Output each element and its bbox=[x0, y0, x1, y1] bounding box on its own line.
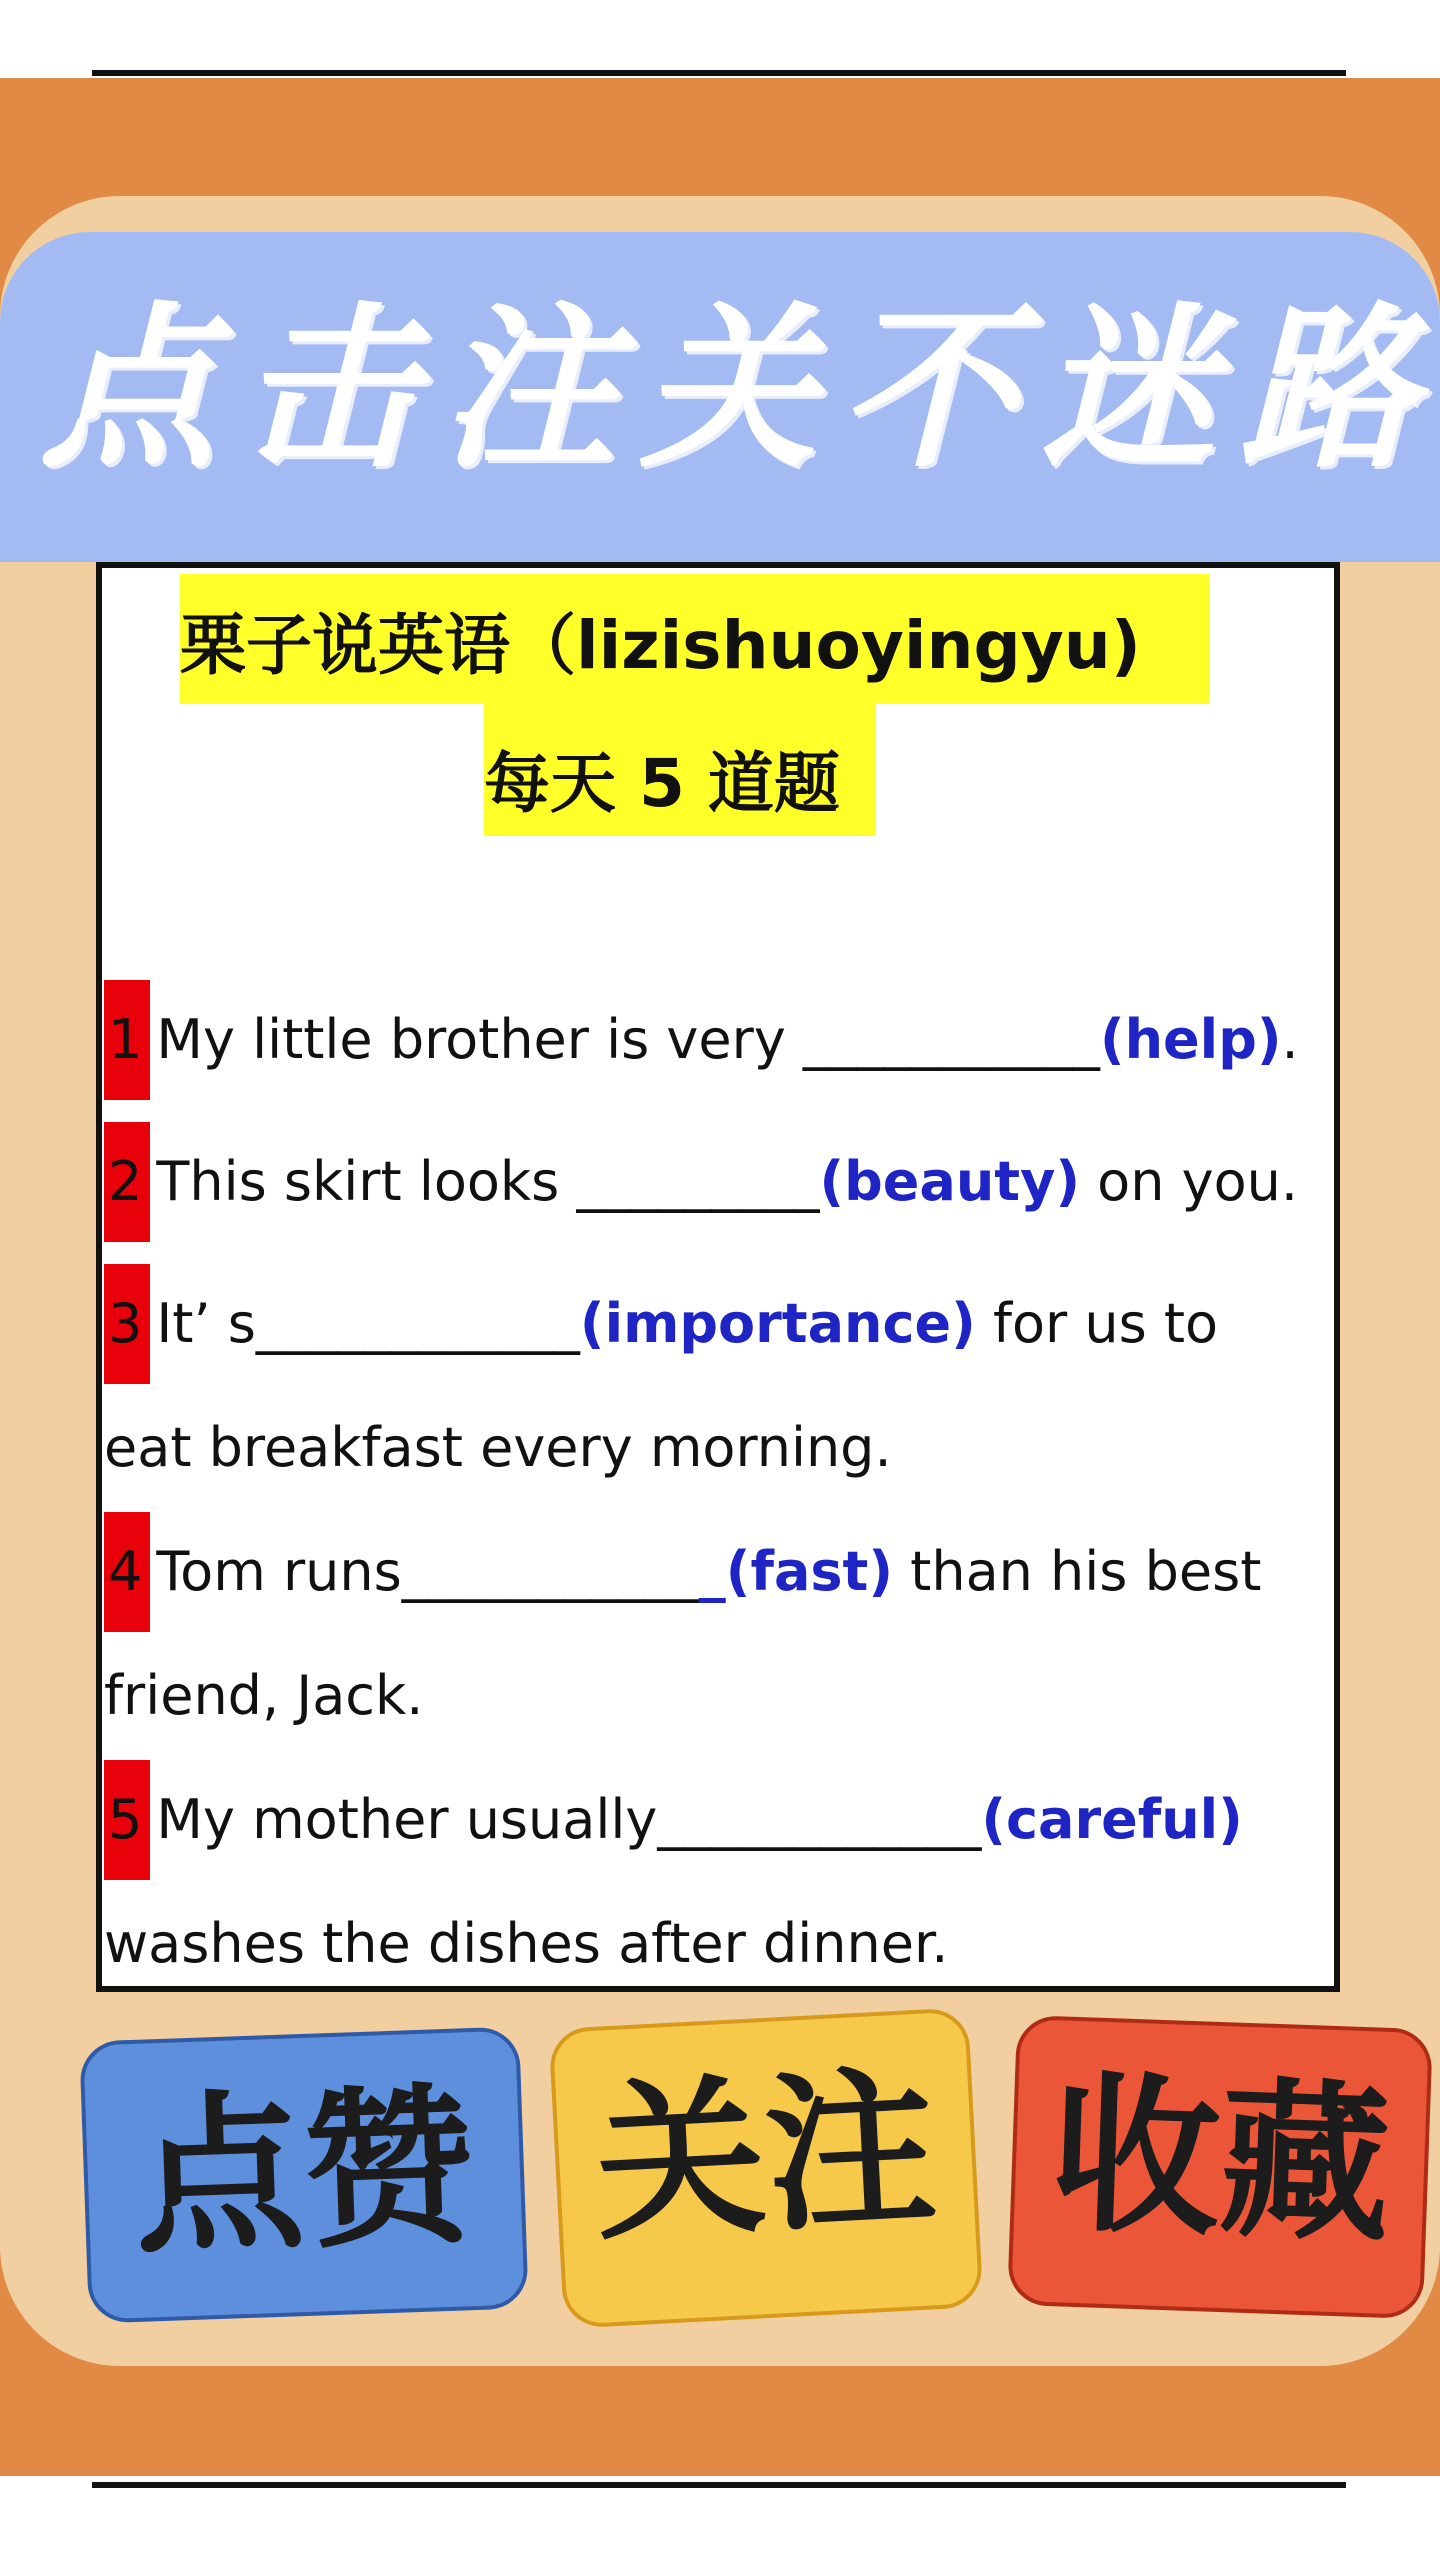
question-text-after: for us to bbox=[975, 1292, 1219, 1355]
like-button[interactable]: 点赞 bbox=[79, 2026, 529, 2323]
question-hint: (importance) bbox=[579, 1292, 976, 1355]
question-hint: (careful) bbox=[981, 1788, 1243, 1851]
question-text-after: . bbox=[1281, 1008, 1299, 1071]
question-text: Tom runs___________ bbox=[156, 1540, 699, 1603]
page-title: 栗子说英语（lizishuoyingyu) bbox=[180, 607, 1141, 684]
question-text: This skirt looks _________ bbox=[156, 1150, 820, 1213]
question-number: 4 bbox=[104, 1512, 150, 1632]
banner-text: 点击注关不迷路 bbox=[40, 287, 1440, 492]
frame-top-line bbox=[92, 70, 1346, 76]
question-hint: (help) bbox=[1099, 1008, 1282, 1071]
question-5-continuation: washes the dishes after dinner. bbox=[104, 1912, 949, 1975]
frame-bottom-line bbox=[92, 2482, 1346, 2488]
question-5 bbox=[104, 1760, 1334, 1880]
question-2 bbox=[104, 1122, 1334, 1242]
follow-button[interactable]: 关注 bbox=[548, 2007, 983, 2329]
question-text-after: than his best bbox=[893, 1540, 1262, 1603]
question-number: 3 bbox=[104, 1264, 150, 1384]
question-text-after: on you. bbox=[1080, 1150, 1298, 1213]
question-text: My mother usually____________ bbox=[156, 1788, 982, 1851]
question-4 bbox=[104, 1512, 1334, 1632]
question-text: My little brother is very ___________ bbox=[156, 1008, 1100, 1071]
question-1 bbox=[104, 980, 1334, 1100]
question-4-continuation: friend, Jack. bbox=[104, 1664, 424, 1727]
question-hint: _(fast) bbox=[698, 1540, 894, 1603]
question-3-continuation: eat breakfast every morning. bbox=[104, 1416, 892, 1479]
question-3 bbox=[104, 1264, 1334, 1384]
question-number: 5 bbox=[104, 1760, 150, 1880]
page-subtitle: 每天 5 道题 bbox=[484, 745, 840, 822]
question-text: It’ s____________ bbox=[156, 1292, 580, 1355]
favorite-button[interactable]: 收藏 bbox=[1007, 2015, 1433, 2319]
question-number: 1 bbox=[104, 980, 150, 1100]
question-number: 2 bbox=[104, 1122, 150, 1242]
question-hint: (beauty) bbox=[819, 1150, 1081, 1213]
